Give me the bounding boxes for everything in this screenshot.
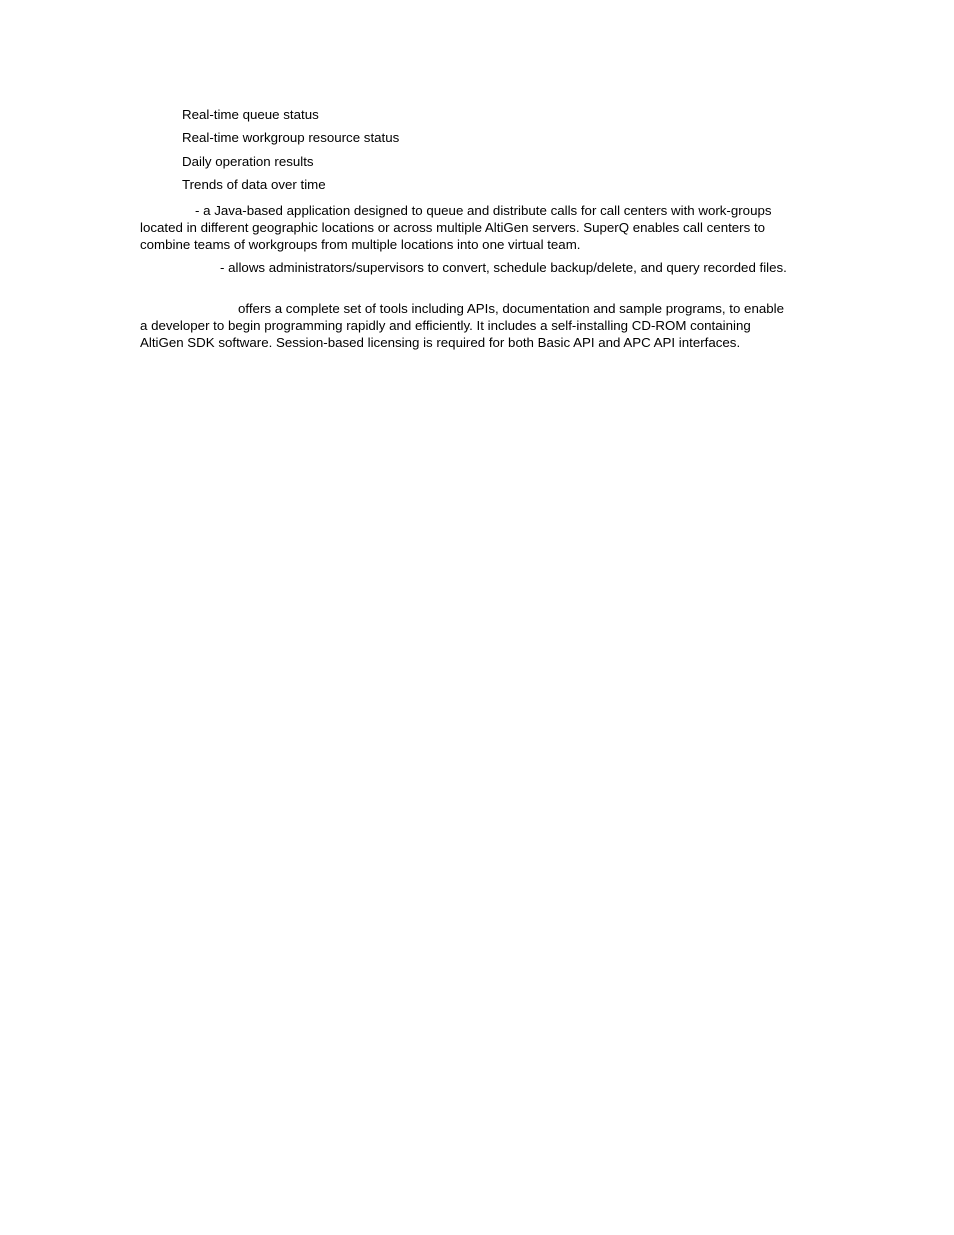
sdk-paragraph xyxy=(140,300,790,351)
list-item: Daily operation results xyxy=(182,153,314,169)
feature-list xyxy=(182,107,399,201)
sdk-description: offers a complete set of tools including APIs, documentation and sample programs, to enable a developer to begin programming rapidly and efficiently. It includes a self-installing CD-ROM containing AltiGen SDK software. Session-based licensing is required for both Basic API and APC API interfaces. xyxy=(140,301,784,350)
superq-description: - a Java-based application designed to queue and distribute calls for call centers with work-groups located in different geographic locations or across multiple AltiGen servers. SuperQ enables call centers to combine teams of workgroups from multiple locations into one virtual team. xyxy=(140,203,772,252)
list-item: Trends of data over time xyxy=(182,177,326,193)
list-item: Real-time queue status xyxy=(182,107,319,122)
superq-paragraph xyxy=(140,202,790,253)
list-item: Real-time workgroup resource status xyxy=(182,130,400,146)
recording-paragraph xyxy=(140,259,790,276)
recording-description: - allows administrators/supervisors to convert, schedule backup/delete, and query recorded files. xyxy=(220,260,787,275)
